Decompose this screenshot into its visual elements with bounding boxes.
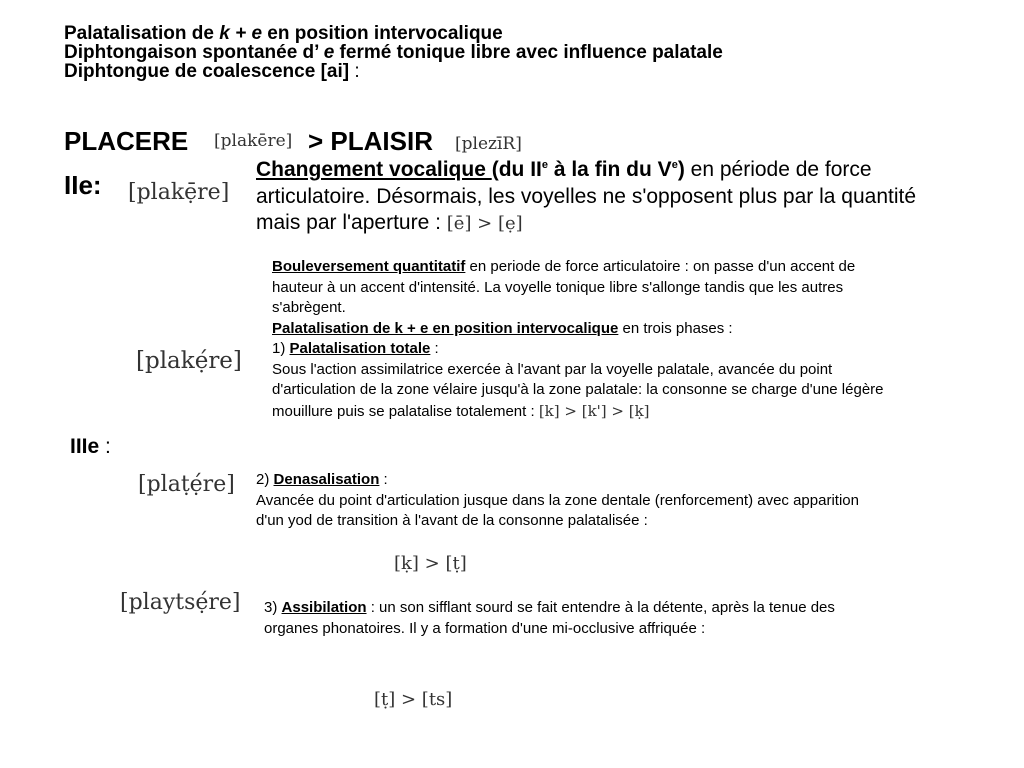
- phase-2-formula: [ḳ] > [ṭ]: [394, 553, 467, 574]
- french-result: > PLAISIR: [308, 126, 433, 156]
- latin-phonetic: [plakēre]: [214, 131, 293, 151]
- stage-2-phonetic: [plakẹ̄re]: [128, 180, 230, 205]
- assibilation-block: 3) Assibilation : un son sifflant sourd se fait entendre à la détente, après la tenue des organes phonatoires. Il y a formation d'une mi-occlusive affriquée :: [264, 599, 835, 637]
- latin-etymon: PLACERE: [64, 126, 189, 156]
- vocalic-change-paragraph: Changement vocalique (du IIe à la fin du Ve) en période de force articulatoire. Désormais, les voyelles ne s'opposent plus par la quantité mais par l'aperture : [ē] > [ẹ]: [256, 158, 917, 234]
- vocalic-change-heading: Changement vocalique: [256, 158, 492, 181]
- vocalic-change-period: (du IIe à la fin du Ve): [491, 158, 685, 181]
- header-line-1: Palatalisation de k + e en position intervocalique: [64, 23, 503, 44]
- phase-1-formula: [k] > [k'] > [ḳ]: [538, 401, 650, 420]
- stage-3-label: IIIe :: [70, 435, 111, 458]
- phase-1-text: Sous l'action assimilatrice exercée à l'avant par la voyelle palatale, avancée du point d'articulation de la zone vélaire jusqu'à la zone palatale: la consonne se charge d'une légère mouillure puis se palatalise totalement : [k] > [k'] > [ḳ]: [272, 360, 884, 420]
- header-line-2: Diphtongaison spontanée d’ e fermé tonique libre avec influence palatale: [64, 42, 723, 63]
- denasalisation-block: [256, 470, 876, 532]
- phase-2-text: Avancée du point d'articulation jusque dans la zone dentale (renforcement) avec apparition d'un yod de transition à l'avant de la consonne palatalisée :: [256, 491, 859, 529]
- vowel-formula: [ē] > [ẹ]: [446, 213, 523, 234]
- french-phonetic: [plezīR]: [455, 134, 522, 154]
- phase-3-formula: [ṭ] > [ts]: [374, 689, 453, 710]
- slide-header: [64, 24, 723, 81]
- palatalisation-block: [272, 257, 894, 422]
- header-line-3: Diphtongue de coalescence [ai] :: [64, 61, 360, 82]
- stage-3-phonetic: [plaṭẹ́re]: [138, 472, 235, 497]
- stage-2-label: IIe:: [64, 170, 102, 200]
- palatalisation-intro: Palatalisation de k + e en position intervocalique en trois phases :: [272, 319, 733, 337]
- phase-2-heading: 2) Denasalisation :: [256, 471, 388, 488]
- block-3-phonetic: [playtsẹ́re]: [120, 590, 241, 615]
- block-1-phonetic: [plakẹ́re]: [136, 348, 242, 374]
- quantitative-upheaval-paragraph: Bouleversement quantitatif en periode de force articulatoire : on passe d'un accent de hauteur à un accent d'intensité. La voyelle tonique libre s'allonge tandis que les autres s'abrègent.: [272, 258, 856, 316]
- phase-1-heading: 1) Palatalisation totale :: [272, 340, 439, 357]
